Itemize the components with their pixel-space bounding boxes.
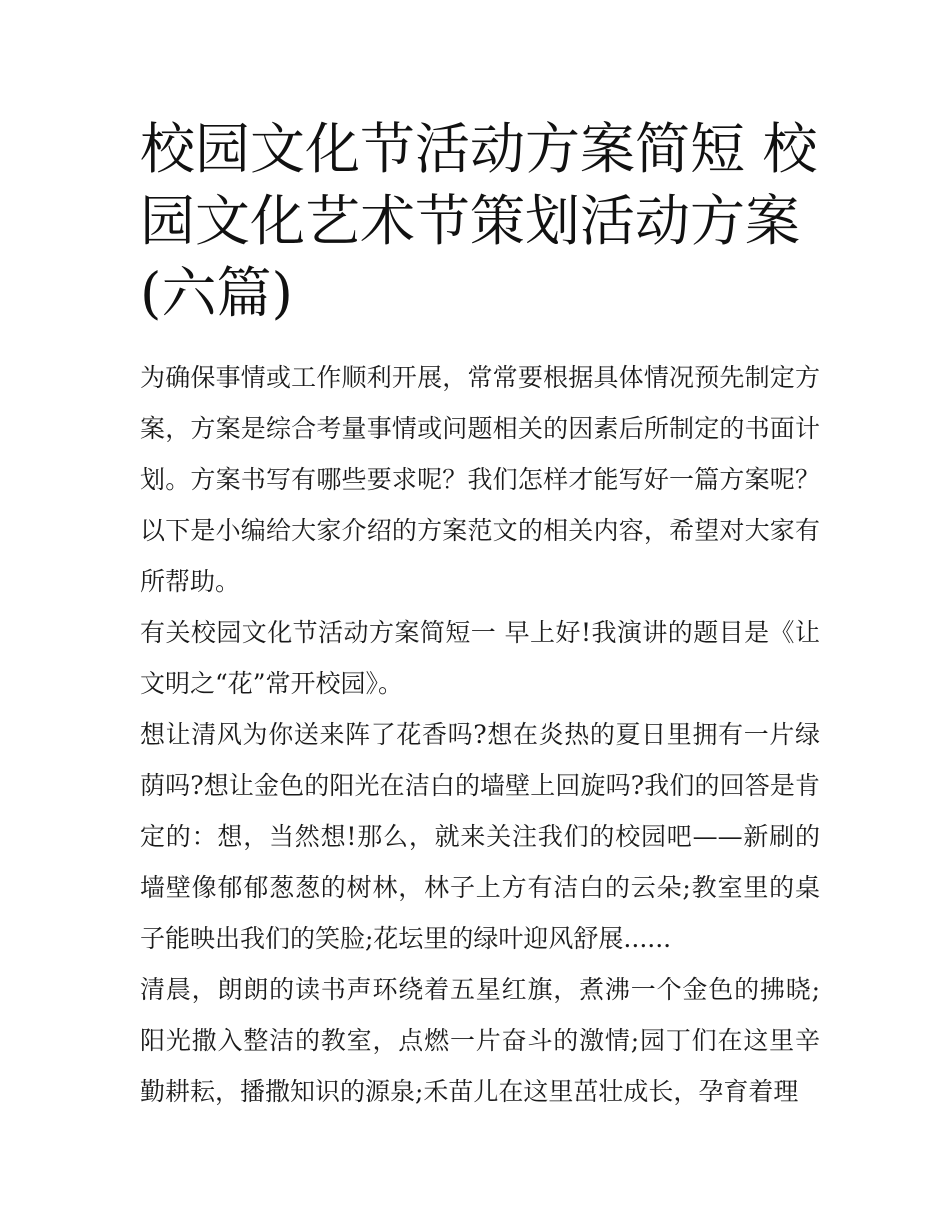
document-title: 校园文化节活动方案简短 校园文化艺术节策划活动方案(六篇) [140, 117, 818, 325]
paragraph-campus-description: 想让清风为你送来阵了花香吗?想在炎热的夏日里拥有一片绿荫吗?想让金色的阳光在洁白的墙壁上回旋吗?我们的回答是肯定的：想，当然想!那么，就来关注我们的校园吧——新刷的墙壁像郁郁葱葱的树林，林子上方有洁白的云朵;教室里的桌子能映出我们的笑脸;花坛里的绿叶迎风舒展...... [140, 720, 820, 953]
paragraph-speech-opening: 有关校园文化节活动方案简短一 早上好!我演讲的题目是《让文明之“花”常开校园》。 [140, 618, 820, 698]
paragraph-intro: 为确保事情或工作顺利开展，常常要根据具体情况预先制定方案，方案是综合考量事情或问题相关的因素后所制定的书面计划。方案书写有哪些要求呢？我们怎样才能写好一篇方案呢？以下是小编给大家介绍的方案范文的相关内容，希望对大家有所帮助。 [140, 363, 820, 596]
document-body [140, 352, 820, 1117]
paragraph-morning-scene: 清晨，朗朗的读书声环绕着五星红旗，煮沸一个金色的拂晓;阳光撒入整洁的教室，点燃一片奋斗的激情;园丁们在这里辛勤耕耘，播撒知识的源泉;禾苗儿在这里茁壮成长，孕育着理 [140, 975, 820, 1106]
